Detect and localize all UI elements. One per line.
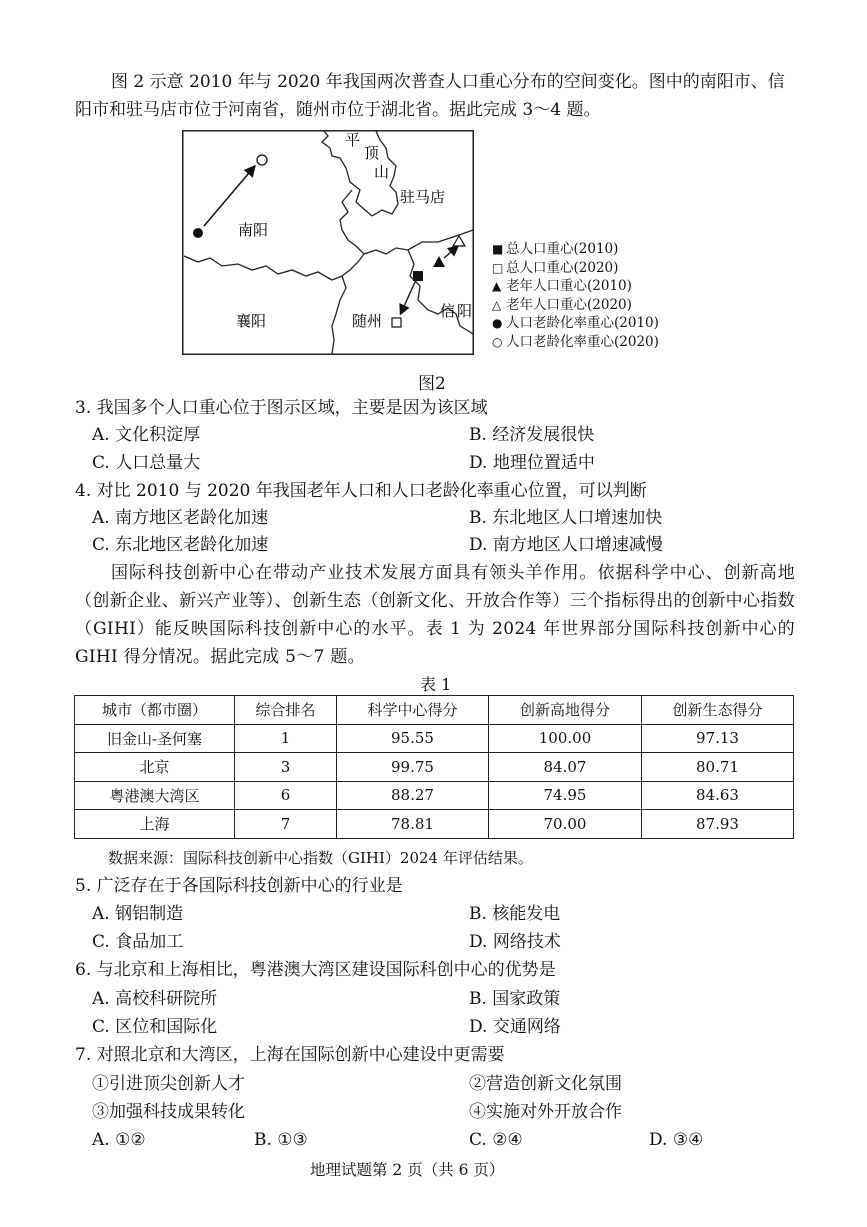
table-row <box>75 781 794 810</box>
cell-science: 95.55 <box>337 724 489 753</box>
q6-option-d: D. 交通网络 <box>469 1017 561 1037</box>
legend-item-aging-rate-2020: ○ 人口老龄化率重心(2020) <box>492 333 659 350</box>
intro-line-1: 图 2 示意 2010 年与 2020 年我国两次普查人口重心分布的空间变化。图中的南阳市、信 <box>111 72 785 92</box>
q4-stem: 4. 对比 2010 与 2020 年我国老年人口和人口老龄化率重心位置，可以判断 <box>75 481 647 501</box>
q7-item-4: ④实施对外开放合作 <box>469 1102 622 1122</box>
legend-item-elderly-2010: ▲ 老年人口重心(2010) <box>492 278 632 294</box>
filled-triangle-icon: ▲ <box>492 279 502 293</box>
q4-option-c: C. 东北地区老龄化加速 <box>92 535 269 555</box>
q4-option-a: A. 南方地区老龄化加速 <box>92 508 269 528</box>
cell-rank: 3 <box>235 753 337 782</box>
q3-option-d: D. 地理位置适中 <box>469 453 595 473</box>
label-suizhou: 随州 <box>352 314 383 330</box>
legend-item-aging-rate-2010: ● 人口老龄化率重心(2010) <box>492 315 659 331</box>
cell-innovation-hub: 74.95 <box>489 781 642 810</box>
legend-item-total-2020: □ 总人口重心(2020) <box>492 259 619 276</box>
table-title: 表 1 <box>420 675 452 694</box>
intro-paragraph-2: 国际科技创新中心在带动产业技术发展方面具有领头羊作用。依据科学中心、创新高地（创新企业、新兴产业等）、创新生态（创新文化、开放合作等）三个指标得出的创新中心指数（GIHI）能反映国际科技创新中心的水平。表 1 为 2024 年世界部分国际科技创新中心的 GIHI 得分情况。据此完成 5～7 题。 <box>75 563 795 667</box>
q7-item-3: ③加强科技成果转化 <box>92 1102 245 1122</box>
header-rank: 综合排名 <box>235 696 337 725</box>
q6-option-a: A. 高校科研院所 <box>92 989 218 1009</box>
q5-option-d: D. 网络技术 <box>469 932 561 952</box>
figure-caption: 图2 <box>418 374 446 394</box>
hollow-square-icon: □ <box>492 260 504 275</box>
q7-option-d: D. ③④ <box>649 1130 704 1150</box>
page-footer: 地理试题第 2 页（共 6 页） <box>310 1161 505 1179</box>
label-xinyang-2: 阳 <box>457 304 473 320</box>
label-pingdingshan-2: 顶 <box>364 146 380 162</box>
q6-stem: 6. 与北京和上海相比，粤港澳大湾区建设国际科创中心的优势是 <box>75 960 556 980</box>
q7-option-a: A. ①② <box>92 1130 146 1150</box>
cell-ecosystem: 84.63 <box>642 781 794 810</box>
map-legend <box>492 240 659 351</box>
cell-city: 粤港澳大湾区 <box>75 781 235 810</box>
q6-option-c: C. 区位和国际化 <box>92 1017 218 1037</box>
q5-option-b: B. 核能发电 <box>469 904 561 924</box>
table-row <box>75 724 794 753</box>
cell-ecosystem: 87.93 <box>642 810 794 839</box>
q5-stem: 5. 广泛存在于各国际科技创新中心的行业是 <box>75 876 403 896</box>
legend-item-elderly-2020: △ 老年人口重心(2020) <box>492 296 632 313</box>
filled-circle-icon: ● <box>492 316 503 330</box>
label-xinyang-1: 信 <box>440 304 456 320</box>
q4-option-d: D. 南方地区人口增速减慢 <box>469 535 663 555</box>
table-header-row <box>75 696 794 725</box>
q5-option-a: A. 钢铝制造 <box>92 904 184 924</box>
cell-innovation-hub: 70.00 <box>489 810 642 839</box>
hollow-circle-icon: ○ <box>492 334 503 349</box>
cell-science: 78.81 <box>337 810 489 839</box>
q3-option-c: C. 人口总量大 <box>92 453 201 473</box>
cell-ecosystem: 80.71 <box>642 753 794 782</box>
label-zhumadian: 驻马店 <box>400 190 446 206</box>
q7-option-c: C. ②④ <box>469 1130 523 1150</box>
q7-stem: 7. 对照北京和大湾区，上海在国际创新中心建设中更需要 <box>75 1045 505 1065</box>
total-center-2010 <box>413 271 423 281</box>
q3-option-a: A. 文化积淀厚 <box>92 425 201 445</box>
label-pingdingshan-3: 山 <box>374 165 390 181</box>
gihi-table <box>74 695 794 839</box>
total-center-2020 <box>392 318 401 327</box>
legend-item-total-2010: ■ 总人口重心(2010) <box>492 241 619 257</box>
q7-item-2: ②营造创新文化氛围 <box>469 1074 622 1094</box>
header-ecosystem: 创新生态得分 <box>642 696 794 725</box>
cell-rank: 1 <box>235 724 337 753</box>
cell-ecosystem: 97.13 <box>642 724 794 753</box>
filled-square-icon: ■ <box>492 242 504 256</box>
header-city: 城市（都市圈） <box>75 696 235 725</box>
cell-city: 旧金山-圣何塞 <box>75 724 235 753</box>
label-pingdingshan-1: 平 <box>345 133 361 149</box>
hollow-triangle-icon: △ <box>492 297 502 312</box>
q3-stem: 3. 我国多个人口重心位于图示区域，主要是因为该区域 <box>75 398 488 418</box>
header-science: 科学中心得分 <box>337 696 489 725</box>
cell-science: 99.75 <box>337 753 489 782</box>
intro-line-2: 阳市和驻马店市位于河南省，随州市位于湖北省。据此完成 3～4 题。 <box>75 100 601 120</box>
table-source-note: 数据来源：国际科技创新中心指数（GIHI）2024 年评估结果。 <box>108 849 533 867</box>
cell-innovation-hub: 100.00 <box>489 724 642 753</box>
cell-city: 上海 <box>75 810 235 839</box>
header-innovation-hub: 创新高地得分 <box>489 696 642 725</box>
q7-option-b: B. ①③ <box>254 1130 308 1150</box>
cell-city: 北京 <box>75 753 235 782</box>
cell-innovation-hub: 84.07 <box>489 753 642 782</box>
table-row <box>75 810 794 839</box>
table-row <box>75 753 794 782</box>
aging-rate-center-2020 <box>257 155 267 165</box>
q6-option-b: B. 国家政策 <box>469 989 561 1009</box>
cell-science: 88.27 <box>337 781 489 810</box>
population-center-map <box>182 130 474 355</box>
label-nanyang: 南阳 <box>238 223 269 239</box>
q5-option-c: C. 食品加工 <box>92 932 184 952</box>
label-xiangyang: 襄阳 <box>236 314 267 330</box>
q3-option-b: B. 经济发展很快 <box>469 425 595 445</box>
cell-rank: 7 <box>235 810 337 839</box>
q7-item-1: ①引进顶尖创新人才 <box>92 1074 245 1094</box>
cell-rank: 6 <box>235 781 337 810</box>
q4-option-b: B. 东北地区人口增速加快 <box>469 508 663 528</box>
aging-rate-center-2010 <box>193 228 203 238</box>
